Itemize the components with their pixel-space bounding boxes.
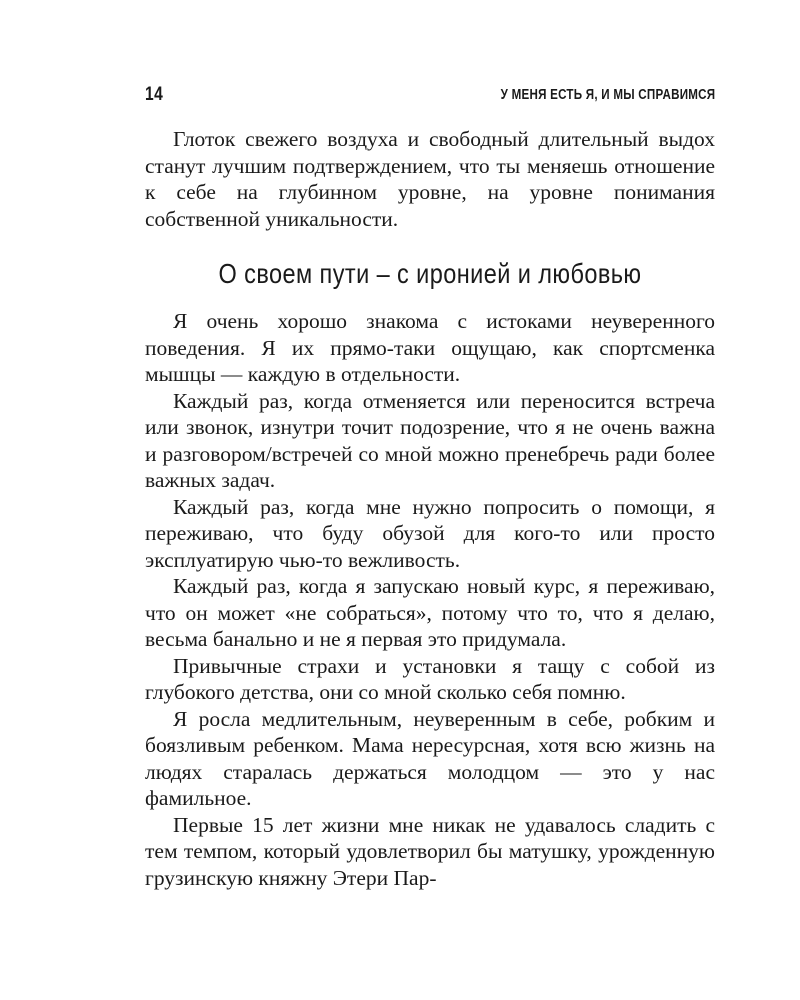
intro-paragraph: Глоток свежего воздуха и свободный длительный выдох станут лучшим подтверждением, что ты меняешь отношение к себе на глубинном уровне, на уровне понимания собственной уникальности.: [145, 127, 715, 231]
paragraph: Привычные страхи и установки я тащу с собой из глубокого детства, они со мной сколько себя помню.: [145, 653, 715, 704]
paragraph: Я очень хорошо знакома с истоками неуверенного поведения. Я их прямо-таки ощущаю, как спортсменка мышцы — каждую в отдельности.: [145, 309, 715, 386]
paragraph: Первые 15 лет жизни мне никак не удавалось сладить с тем темпом, который удовлетворил бы матушку, урожденную грузинскую княжну Этери Пар-: [145, 812, 715, 890]
paragraph: Я росла медлительным, неуверенным в себе, робким и боязливым ребенком. Мама нересурсная, хотя всю жизнь на людях старалась держаться молодцом — это у нас фамильное.: [145, 706, 715, 810]
paragraph: Каждый раз, когда мне нужно попросить о помощи, я переживаю, что буду обузой для кого-то или просто эксплуатирую чью-то вежливость.: [145, 494, 715, 572]
page-number: 14: [145, 84, 164, 105]
intro-text: [145, 126, 715, 232]
paragraph: Каждый раз, когда отменяется или переносится встреча или звонок, изнутри точит подозрение, что я не очень важна и разговором/встречей со мной можно пренебречь ради более важных задач.: [145, 388, 715, 492]
page-header: [145, 84, 715, 108]
running-title: У МЕНЯ ЕСТЬ Я, И МЫ СПРАВИМСЯ: [500, 87, 715, 103]
section-title: О своем пути – с иронией и любовью: [218, 258, 642, 289]
section-body: [145, 308, 715, 891]
paragraph: Каждый раз, когда я запускаю новый курс, я переживаю, что он может «не собраться», потому что то, что я делаю, весьма банально и не я первая это придумала.: [145, 574, 715, 651]
